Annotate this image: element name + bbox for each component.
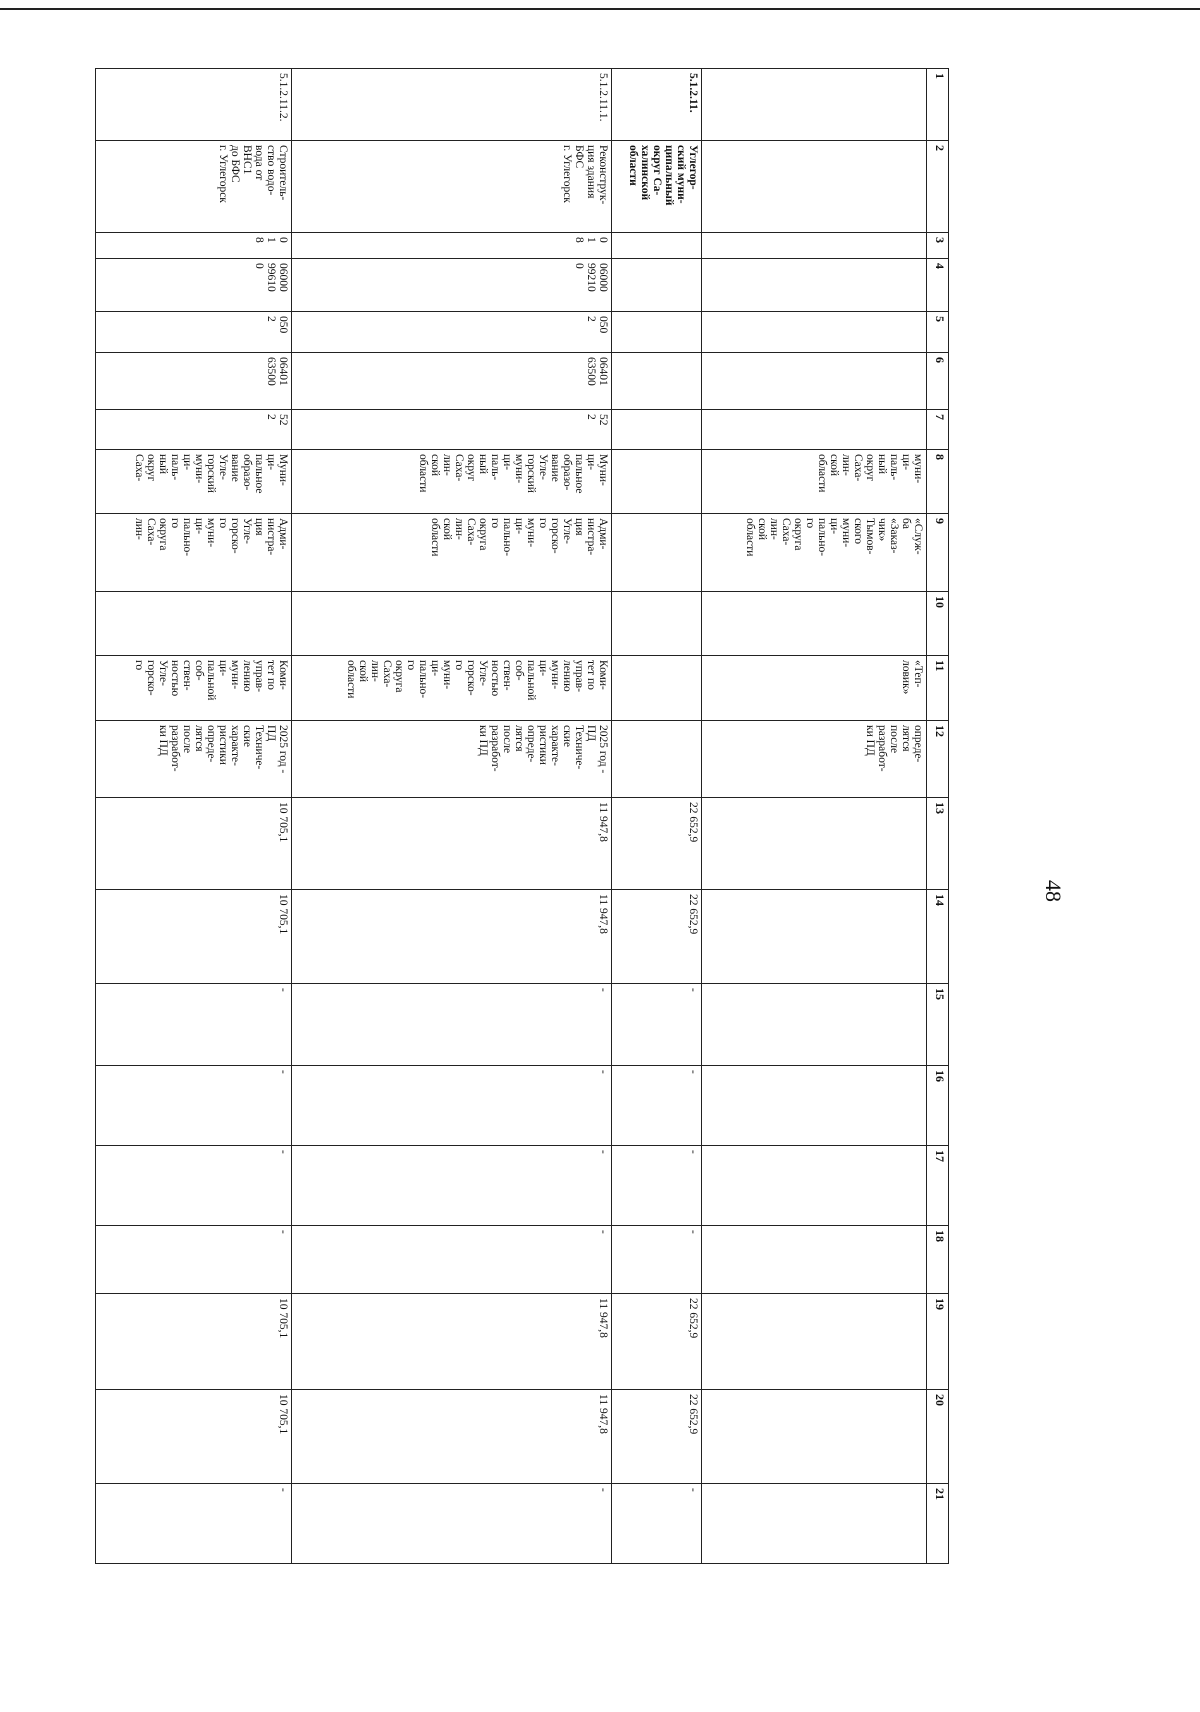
- table-row: [96, 1066, 949, 1146]
- table-cell: [702, 1226, 927, 1294]
- table-row: [96, 141, 949, 233]
- table-cell: [702, 141, 927, 233]
- table-cell: [96, 721, 292, 798]
- table-cell: [292, 1294, 612, 1390]
- cell-text: 22 652,9: [687, 894, 699, 935]
- table-cell: [702, 1484, 927, 1564]
- cell-text: -: [597, 1150, 609, 1154]
- table-cell: [702, 410, 927, 450]
- table-cell: [292, 592, 612, 656]
- cell-text: 11 947,8: [597, 802, 609, 842]
- table-cell: [292, 1226, 612, 1294]
- cell-text: 52 2: [585, 414, 609, 426]
- cell-text: Коми- тет по управ- лению муни- ци- пальной соб- ствен- ностью Угле- горско- го: [133, 660, 289, 701]
- column-number-text: 5: [933, 316, 947, 322]
- table-cell: [96, 1226, 292, 1294]
- cell-text: 10 705,1: [277, 802, 289, 843]
- cell-text: -: [277, 1150, 289, 1154]
- cell-text: Адми- нистра- ция Угле- горско- го муни- ци- пально- го округа Саха- лин-: [133, 518, 289, 557]
- column-number-text: 21: [933, 1488, 947, 1500]
- cell-text: -: [687, 1488, 699, 1492]
- cell-text: -: [687, 1070, 699, 1074]
- table-row: [96, 592, 949, 656]
- cell-text: 06401 63500: [585, 357, 609, 386]
- table-cell: [702, 312, 927, 353]
- cell-text: 2025 год - ПД Техниче- ские характе- ристики опреде- лятся после разработ- ки ПД: [157, 725, 289, 774]
- table-cell: [96, 798, 292, 890]
- cell-text: -: [277, 1488, 289, 1492]
- table-cell: [292, 1066, 612, 1146]
- table-cell: [292, 1484, 612, 1564]
- table-cell: [292, 984, 612, 1066]
- column-number: [927, 1066, 949, 1146]
- cell-text: 06000 99210 0: [573, 263, 609, 292]
- cell-text: Строитель- ство водо- вода от ВНС1 до БФС г. Углегорск: [217, 145, 289, 203]
- column-number: [927, 984, 949, 1066]
- column-number: [927, 514, 949, 592]
- top-rule: [0, 8, 1200, 10]
- column-number-text: 4: [933, 263, 947, 269]
- column-number: [927, 69, 949, 141]
- table-row: [96, 890, 949, 984]
- table-cell: [612, 592, 702, 656]
- table-cell: [702, 1294, 927, 1390]
- table-cell: [96, 410, 292, 450]
- table-cell: [702, 592, 927, 656]
- column-number-text: 12: [933, 725, 947, 737]
- table-cell: [96, 259, 292, 312]
- table-cell: [702, 1146, 927, 1226]
- cell-text: 11 947,8: [597, 1298, 609, 1338]
- cell-text: 52 2: [265, 414, 289, 426]
- table-cell: [96, 1484, 292, 1564]
- table-row: [96, 410, 949, 450]
- table-cell: [702, 450, 927, 514]
- column-number-text: 2: [933, 145, 947, 151]
- cell-text: 10 705,1: [277, 894, 289, 935]
- cell-text: Муни- ци- пальное образо- вание Угле- горский муни- ци- паль- ный округ Саха- лин- ской области: [417, 454, 609, 494]
- cell-text: 22 652,9: [687, 1298, 699, 1339]
- table-cell: [292, 890, 612, 984]
- column-number-text: 10: [933, 596, 947, 608]
- column-number: [927, 233, 949, 259]
- cell-text: -: [597, 1070, 609, 1074]
- column-number-text: 9: [933, 518, 947, 524]
- cell-text: -: [277, 988, 289, 992]
- column-number: [927, 1294, 949, 1390]
- cell-text: 10 705,1: [277, 1298, 289, 1339]
- table-cell: [702, 721, 927, 798]
- table-cell: [96, 141, 292, 233]
- table-cell: [96, 450, 292, 514]
- table-row: [96, 1294, 949, 1390]
- table-cell: [292, 514, 612, 592]
- table-cell: [612, 656, 702, 721]
- column-number: [927, 410, 949, 450]
- table-cell: [612, 1294, 702, 1390]
- column-number-text: 13: [933, 802, 947, 814]
- column-number-text: 1: [933, 73, 947, 79]
- table-row: [96, 1390, 949, 1484]
- cell-text: 050 2: [585, 316, 609, 334]
- column-number-text: 8: [933, 454, 947, 460]
- cell-text: 5.1.2.11.1.: [597, 73, 609, 122]
- cell-text: 5.1.2.11.2.: [277, 73, 289, 122]
- table-cell: [292, 141, 612, 233]
- cell-text: -: [687, 1230, 699, 1234]
- column-number-text: 7: [933, 414, 947, 420]
- cell-text: 22 652,9: [687, 1394, 699, 1435]
- table-cell: [702, 798, 927, 890]
- cell-text: -: [277, 1070, 289, 1074]
- table-cell: [612, 410, 702, 450]
- table-cell: [96, 984, 292, 1066]
- cell-text: 06000 99610 0: [253, 263, 289, 292]
- table-cell: [612, 514, 702, 592]
- column-number-text: 14: [933, 894, 947, 906]
- cell-text: 22 652,9: [687, 802, 699, 843]
- column-number-text: 3: [933, 237, 947, 243]
- column-number: [927, 1226, 949, 1294]
- column-number: [927, 312, 949, 353]
- column-number: [927, 141, 949, 233]
- table-row: [96, 984, 949, 1066]
- cell-text: 11 947,8: [597, 894, 609, 934]
- table-cell: [292, 1390, 612, 1484]
- table-cell: [612, 69, 702, 141]
- column-number: [927, 592, 949, 656]
- table-cell: [292, 798, 612, 890]
- column-number-text: 18: [933, 1230, 947, 1242]
- table-cell: [612, 798, 702, 890]
- cell-text: Муни- ци- пальное образо- вание Угле- горский муни- ци- паль- ный округ Саха-: [133, 454, 289, 494]
- table-cell: [702, 233, 927, 259]
- table-cell: [612, 1066, 702, 1146]
- table-row: [96, 656, 949, 721]
- table-row: [96, 233, 949, 259]
- cell-text: -: [597, 988, 609, 992]
- cell-text: 0 1 8: [253, 237, 289, 243]
- table-cell: [612, 984, 702, 1066]
- table-cell: [292, 450, 612, 514]
- cell-text: «Служ- ба «Заказ- чик» Тымов- ского муни- ци- пально- го округа Саха- лин- ской области: [744, 518, 924, 557]
- table-cell: [612, 259, 702, 312]
- table-cell: [96, 890, 292, 984]
- table-cell: [292, 312, 612, 353]
- table-row: [96, 514, 949, 592]
- table-cell: [612, 141, 702, 233]
- cell-text: 050 2: [265, 316, 289, 334]
- column-number-text: 11: [933, 660, 947, 672]
- budget-table: [95, 68, 949, 1564]
- column-number: [927, 1390, 949, 1484]
- table-cell: [292, 353, 612, 410]
- cell-text: -: [597, 1230, 609, 1234]
- cell-text: 11 947,8: [597, 1394, 609, 1434]
- column-number-text: 15: [933, 988, 947, 1000]
- table-cell: [612, 721, 702, 798]
- table-cell: [292, 1146, 612, 1226]
- table-cell: [612, 1484, 702, 1564]
- column-number: [927, 721, 949, 798]
- column-number: [927, 1146, 949, 1226]
- table-cell: [292, 69, 612, 141]
- table-cell: [96, 69, 292, 141]
- table-cell: [96, 1146, 292, 1226]
- table-cell: [96, 656, 292, 721]
- table-cell: [612, 353, 702, 410]
- cell-text: опреде- лятся после разработ- ки ПД: [864, 725, 924, 772]
- cell-text: Коми- тет по управ- лению муни- ци- пальной соб- ствен- ностью Угле- горско- го муни- ци- пально- го округа Саха- лин- ской области: [345, 660, 609, 701]
- table-cell: [702, 890, 927, 984]
- column-number: [927, 353, 949, 410]
- column-number: [927, 890, 949, 984]
- cell-text: 06401 63500: [265, 357, 289, 386]
- table-cell: [96, 312, 292, 353]
- table-cell: [96, 1294, 292, 1390]
- table-cell: [96, 353, 292, 410]
- cell-text: 2025 год - ПД Техниче- ские характе- ристики опреде- лятся после разработ- ки ПД: [477, 725, 609, 774]
- column-number-text: 6: [933, 357, 947, 363]
- column-number: [927, 1484, 949, 1564]
- table-row: [96, 69, 949, 141]
- column-number: [927, 259, 949, 312]
- table-cell: [612, 233, 702, 259]
- table-cell: [702, 1390, 927, 1484]
- table-cell: [292, 410, 612, 450]
- table-row: [96, 1226, 949, 1294]
- table-cell: [702, 514, 927, 592]
- cell-text: Реконструк- ция здания БФС г. Углегорск: [561, 145, 609, 205]
- cell-text: 5.1.2.11.: [687, 73, 699, 113]
- table-cell: [702, 984, 927, 1066]
- cell-text: 0 1 8: [573, 237, 609, 243]
- table-cell: [612, 1146, 702, 1226]
- table-cell: [702, 69, 927, 141]
- table-cell: [612, 890, 702, 984]
- table-cell: [612, 1226, 702, 1294]
- table-row: [96, 259, 949, 312]
- table-row: [96, 798, 949, 890]
- cell-text: «Теп- ловик»: [900, 660, 924, 695]
- cell-text: -: [687, 1150, 699, 1154]
- cell-text: -: [277, 1230, 289, 1234]
- table-cell: [292, 656, 612, 721]
- cell-text: муни- ци- паль- ный округ Саха- лин- ской области: [816, 454, 924, 493]
- page-number: 48: [1041, 880, 1066, 902]
- table-cell: [96, 233, 292, 259]
- table-cell: [702, 259, 927, 312]
- table-cell: [292, 259, 612, 312]
- table-cell: [96, 1066, 292, 1146]
- cell-text: Углегор- ский муни- ципальный округ Са- халинской области: [627, 145, 699, 206]
- table-cell: [292, 721, 612, 798]
- cell-text: Адми- нистра- ция Угле- горско- го муни- ци- пально- го округа Саха- лин- ской области: [429, 518, 609, 557]
- column-number-text: 20: [933, 1394, 947, 1406]
- table-row: [96, 353, 949, 410]
- table-row: [96, 721, 949, 798]
- table-cell: [612, 312, 702, 353]
- table-cell: [96, 1390, 292, 1484]
- table-cell: [96, 514, 292, 592]
- table-cell: [292, 233, 612, 259]
- table-cell: [96, 592, 292, 656]
- table-cell: [702, 353, 927, 410]
- table-cell: [612, 450, 702, 514]
- column-number: [927, 656, 949, 721]
- column-number-text: 16: [933, 1070, 947, 1082]
- cell-text: -: [597, 1488, 609, 1492]
- cell-text: -: [687, 988, 699, 992]
- cell-text: 10 705,1: [277, 1394, 289, 1435]
- table-cell: [702, 656, 927, 721]
- table-row: [96, 312, 949, 353]
- column-number: [927, 798, 949, 890]
- table-row: [96, 1146, 949, 1226]
- column-number: [927, 450, 949, 514]
- column-number-text: 17: [933, 1150, 947, 1162]
- column-number-text: 19: [933, 1298, 947, 1310]
- table-cell: [702, 1066, 927, 1146]
- table-cell: [612, 1390, 702, 1484]
- table-row: [96, 450, 949, 514]
- table-row: [96, 1484, 949, 1564]
